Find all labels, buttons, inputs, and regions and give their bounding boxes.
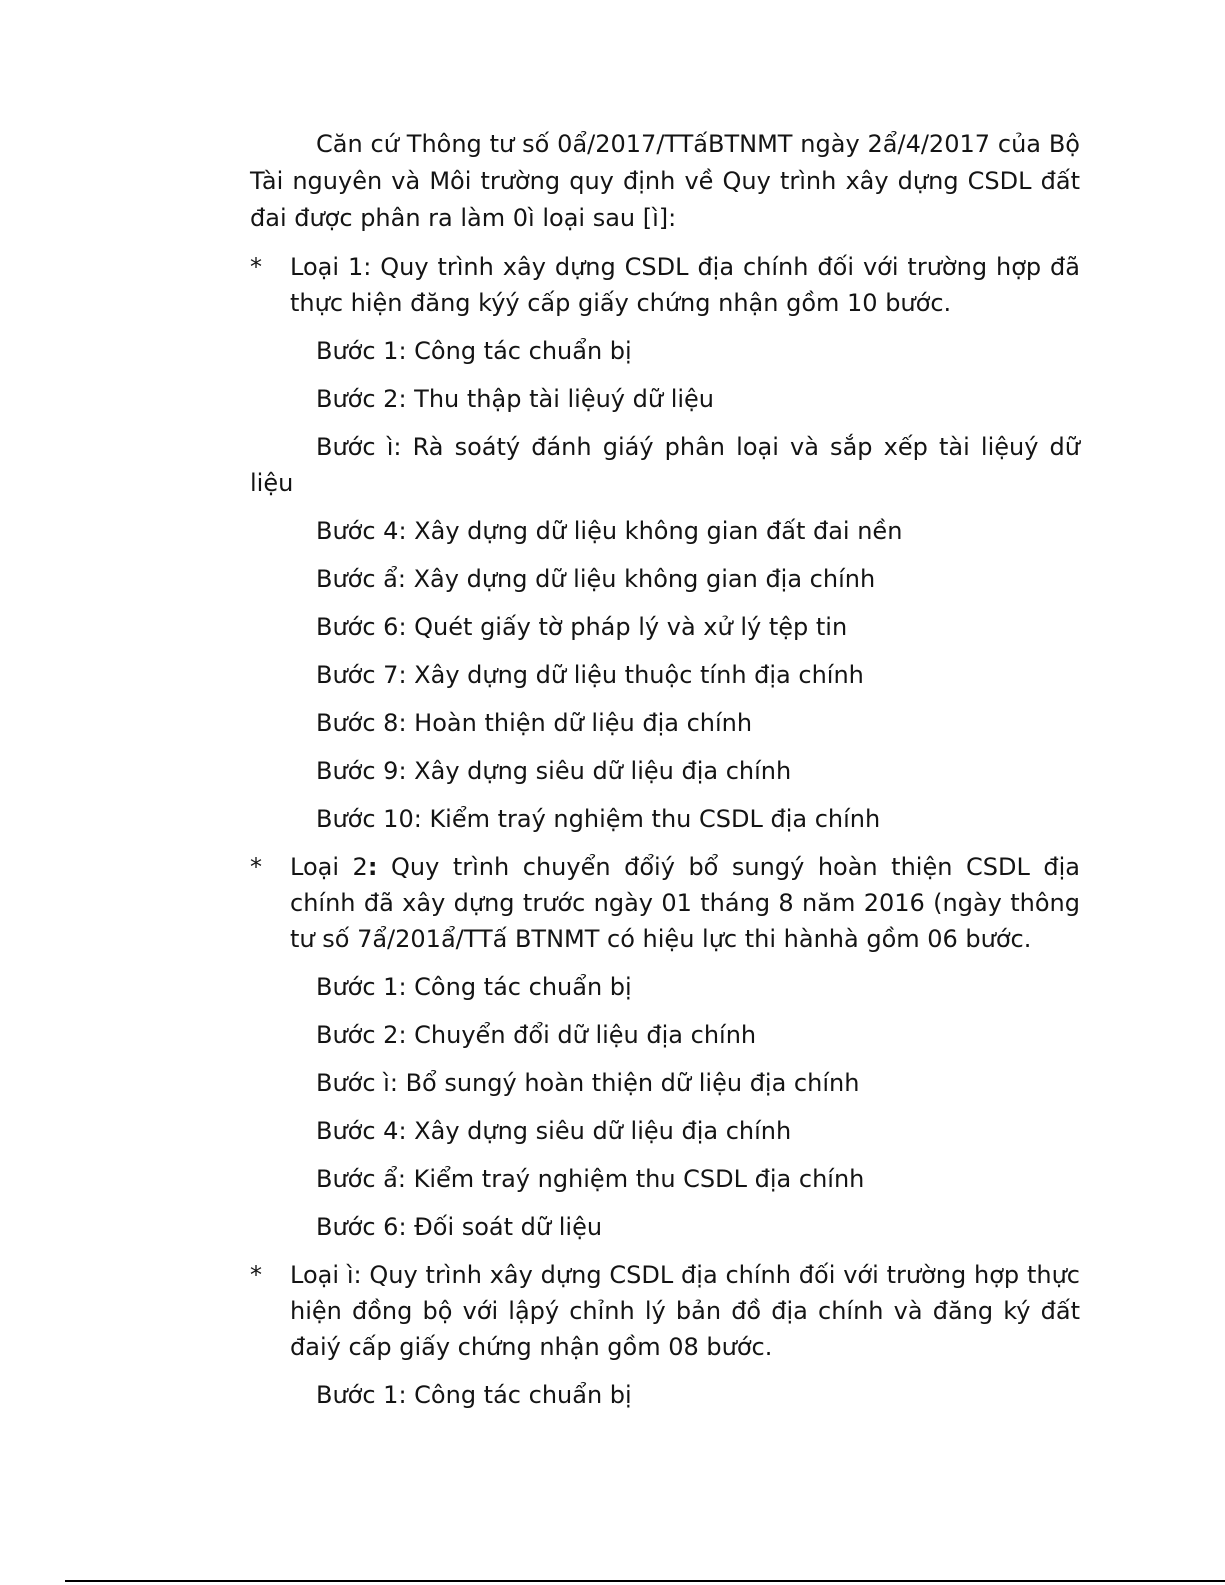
bullet-star: * [250,253,262,281]
loai-2-step: Bước ẩ: Kiểm traý nghiệm thu CSDL địa chính [316,1165,865,1193]
loai-2-step: Bước 6: Đối soát dữ liệu [316,1213,603,1241]
loai-3-text: Loại ì: Quy trình xây dựng CSDL địa chính đối với trường hợp thực hiện đồng bộ với lậpý chỉnh lý bản đồ địa chính và đăng ký đất đaiý cấp giấy chứng nhận gồm 08 bước. [290,1261,1080,1361]
intro-paragraph: Căn cứ Thông tư số 0ẩ/2017/TTấBTNMT ngày 2ẩ/4/2017 của Bộ Tài nguyên và Môi trường quy định về Quy trình xây dựng CSDL đất đai được phân ra làm 0ì loại sau [ì]: [250,130,1080,232]
loai-2-step: Bước 1: Công tác chuẩn bị [316,973,632,1001]
loai-1-step: Bước 2: Thu thập tài liệuý dữ liệu [316,385,715,413]
loai-1-step: Bước 8: Hoàn thiện dữ liệu địa chính [316,709,753,737]
loai-2-step: Bước 4: Xây dựng siêu dữ liệu địa chính [316,1117,792,1145]
loai-1-step: Bước 4: Xây dựng dữ liệu không gian đất đai nền [316,517,903,545]
loai-2-colon: : [367,853,378,881]
page-bottom-divider [65,1580,1225,1582]
loai-1-step: Bước 10: Kiểm traý nghiệm thu CSDL địa chính [316,805,881,833]
loai-1-step: Bước 7: Xây dựng dữ liệu thuộc tính địa chính [316,661,864,689]
loai-1-step: Bước ì: Rà soátý đánh giáý phân loại và sắp xếp tài liệuý dữ liệu [250,433,1080,497]
bullet-star: * [250,853,262,881]
loai-3-step: Bước 1: Công tác chuẩn bị [316,1381,632,1409]
loai-1-item [250,249,1080,321]
loai-1-step: Bước 1: Công tác chuẩn bị [316,337,632,365]
loai-2-step: Bước 2: Chuyển đổi dữ liệu địa chính [316,1021,757,1049]
loai-1-step: Bước 6: Quét giấy tờ pháp lý và xử lý tệp tin [316,613,848,641]
loai-3-item [250,1257,1080,1365]
bullet-star: * [250,1261,262,1289]
loai-2-step: Bước ì: Bổ sungý hoàn thiện dữ liệu địa chính [316,1069,860,1097]
loai-1-text: Loại 1: Quy trình xây dựng CSDL địa chính đối với trường hợp đã thực hiện đăng kýý cấp giấy chứng nhận gồm 10 bước. [290,253,1080,317]
loai-2-text: Quy trình chuyển đổiý bổ sungý hoàn thiện CSDL địa chính đã xây dựng trước ngày 01 tháng 8 năm 2016 (ngày thông tư số 7ẩ/201ẩ/TTấ BTNMT có hiệu lực thi hànhà gồm 06 bước. [290,853,1081,953]
document-page [250,126,1080,1413]
loai-2-item [250,849,1080,957]
loai-1-step: Bước 9: Xây dựng siêu dữ liệu địa chính [316,757,792,785]
loai-1-step: Bước ẩ: Xây dựng dữ liệu không gian địa chính [316,565,876,593]
loai-2-label: Loại 2 [290,853,368,881]
